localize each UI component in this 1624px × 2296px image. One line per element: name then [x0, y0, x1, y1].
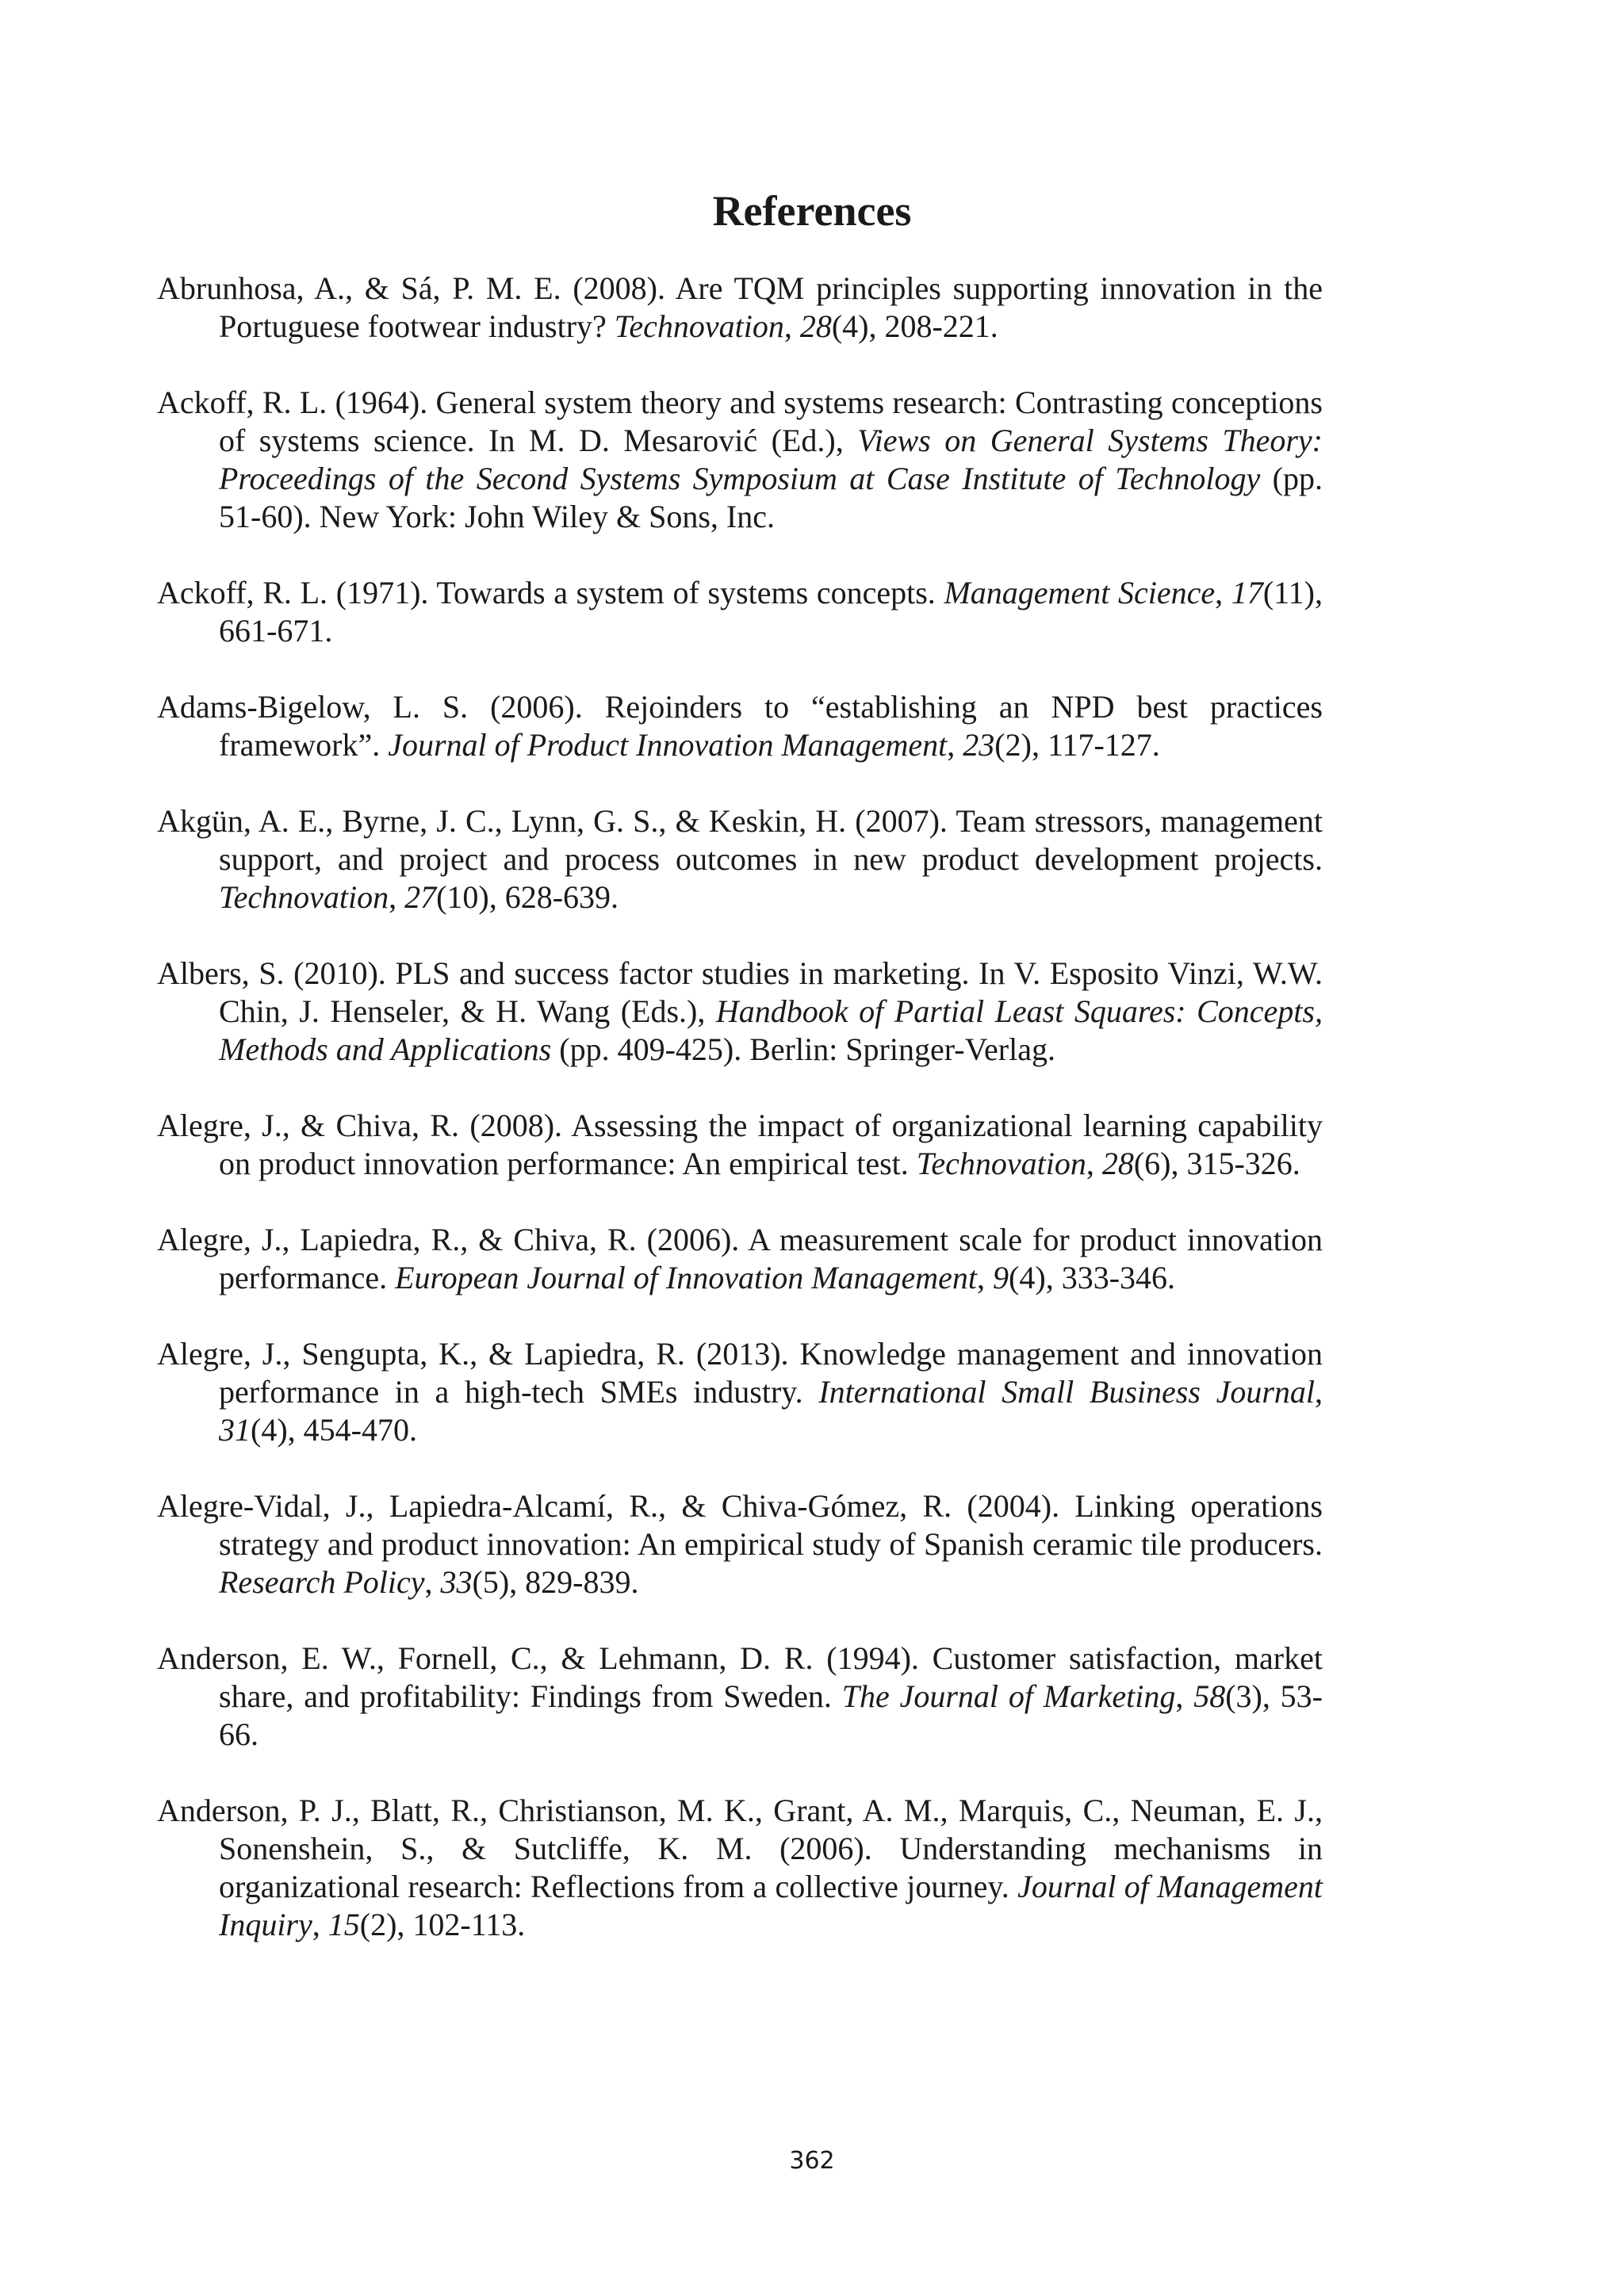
reference-text: (pp. 409-425). Berlin: Springer-Verlag.	[551, 1031, 1055, 1067]
reference-text: Alegre, J., Sengupta, K., & Lapiedra, R. (2013). Knowledge management and innovation performance in a high-tech SMEs industry.	[157, 1336, 1323, 1410]
reference-text: (pp. 51-60). New York: John Wiley & Sons, Inc.	[219, 461, 1323, 534]
reference-text: ,	[424, 1564, 441, 1600]
reference-text: Abrunhosa, A., & Sá, P. M. E. (2008). Are TQM principles supporting innovation in the Portuguese footwear industry?	[157, 270, 1323, 344]
reference-text: ,	[312, 1907, 328, 1942]
reference-entry	[157, 802, 1323, 916]
reference-entry	[157, 688, 1323, 764]
reference-italic-text: Technovation	[219, 879, 389, 915]
reference-list	[157, 270, 1323, 1982]
reference-text: (6), 315-326.	[1133, 1146, 1300, 1181]
reference-text: (2), 102-113.	[359, 1907, 526, 1942]
reference-italic-text: Handbook of Partial Least Squares: Concepts, Methods and Applications	[219, 993, 1323, 1067]
reference-text: (4), 333-346.	[1009, 1260, 1176, 1295]
reference-italic-text: Journal of Management Inquiry	[219, 1869, 1323, 1942]
reference-italic-text: 58	[1193, 1678, 1226, 1714]
reference-text: ,	[947, 727, 963, 763]
reference-text: (10), 628-639.	[436, 879, 619, 915]
reference-entry	[157, 270, 1323, 346]
reference-text: Anderson, E. W., Fornell, C., & Lehmann, D. R. (1994). Customer satisfaction, market share, and profitability: Findings from Sweden.	[157, 1640, 1323, 1714]
reference-text: (4), 454-470.	[251, 1412, 417, 1448]
reference-entry	[157, 1221, 1323, 1297]
reference-italic-text: 17	[1231, 575, 1263, 610]
reference-italic-text: 27	[404, 879, 437, 915]
reference-text: ,	[1215, 575, 1231, 610]
reference-text: ,	[1315, 1374, 1323, 1410]
reference-italic-text: 23	[963, 727, 995, 763]
reference-text: (2), 117-127.	[994, 727, 1160, 763]
reference-entry	[157, 1335, 1323, 1449]
reference-italic-text: Journal of Product Innovation Management	[388, 727, 948, 763]
reference-text: Alegre-Vidal, J., Lapiedra-Alcamí, R., & Chiva-Gómez, R. (2004). Linking operations strategy and product innovation: An empirical study of Spanish ceramic tile producers.	[157, 1488, 1323, 1562]
reference-text: ,	[783, 308, 800, 344]
reference-entry	[157, 1487, 1323, 1601]
reference-italic-text: Technovation	[614, 308, 784, 344]
reference-italic-text: 9	[993, 1260, 1009, 1295]
reference-text: (5), 829-839.	[472, 1564, 639, 1600]
reference-italic-text: The Journal of Marketing	[841, 1678, 1176, 1714]
reference-italic-text: 28	[799, 308, 832, 344]
reference-text: (4), 208-221.	[831, 308, 998, 344]
reference-entry	[157, 955, 1323, 1069]
reference-italic-text: 28	[1101, 1146, 1134, 1181]
reference-entry	[157, 1640, 1323, 1754]
reference-italic-text: Management Science	[944, 575, 1216, 610]
page-number: 362	[789, 2147, 835, 2175]
reference-text: Alegre, J., Lapiedra, R., & Chiva, R. (2006). A measurement scale for product innovation performance.	[157, 1222, 1323, 1295]
reference-text: (11), 661-671.	[219, 575, 1323, 649]
reference-italic-text: International Small Business Journal	[818, 1374, 1316, 1410]
reference-italic-text: 31	[219, 1412, 251, 1448]
reference-entry	[157, 1107, 1323, 1183]
reference-italic-text: 33	[440, 1564, 473, 1600]
reference-text: Ackoff, R. L. (1964). General system theory and systems research: Contrasting conceptions of systems science. In M. D. Mesarović (Ed.),	[157, 385, 1323, 458]
reference-text: (3), 53-66.	[219, 1678, 1323, 1752]
reference-text: ,	[389, 879, 405, 915]
reference-text: ,	[1175, 1678, 1194, 1714]
reference-text: Adams-Bigelow, L. S. (2006). Rejoinders to “establishing an NPD best practices framework”.	[157, 689, 1323, 763]
reference-italic-text: Research Policy	[219, 1564, 425, 1600]
reference-entry	[157, 384, 1323, 536]
reference-text: Akgün, A. E., Byrne, J. C., Lynn, G. S., & Keskin, H. (2007). Team stressors, management support, and project and process outcomes in new product development projects.	[157, 803, 1323, 877]
reference-italic-text: Technovation	[916, 1146, 1086, 1181]
reference-italic-text: European Journal of Innovation Management	[395, 1260, 978, 1295]
reference-text: Ackoff, R. L. (1971). Towards a system of systems concepts.	[157, 575, 944, 610]
reference-text: Albers, S. (2010). PLS and success factor studies in marketing. In V. Esposito Vinzi, W.W. Chin, J. Henseler, & H. Wang (Eds.),	[157, 955, 1323, 1029]
reference-italic-text: 15	[327, 1907, 360, 1942]
reference-text: ,	[1086, 1146, 1102, 1181]
reference-text: ,	[977, 1260, 994, 1295]
reference-italic-text: Views on General Systems Theory: Proceedings of the Second Systems Symposium at Case Institute of Technology	[219, 423, 1323, 496]
reference-text: Alegre, J., & Chiva, R. (2008). Assessing the impact of organizational learning capability on product innovation performance: An empirical test.	[157, 1108, 1323, 1181]
reference-text: Anderson, P. J., Blatt, R., Christianson, M. K., Grant, A. M., Marquis, C., Neuman, E. J., Sonenshein, S., & Sutcliffe, K. M. (2006). Understanding mechanisms in organizational research: Reflections from a collective journey.	[157, 1793, 1323, 1904]
page-title: References	[712, 187, 912, 235]
reference-entry	[157, 574, 1323, 650]
reference-entry	[157, 1792, 1323, 1944]
